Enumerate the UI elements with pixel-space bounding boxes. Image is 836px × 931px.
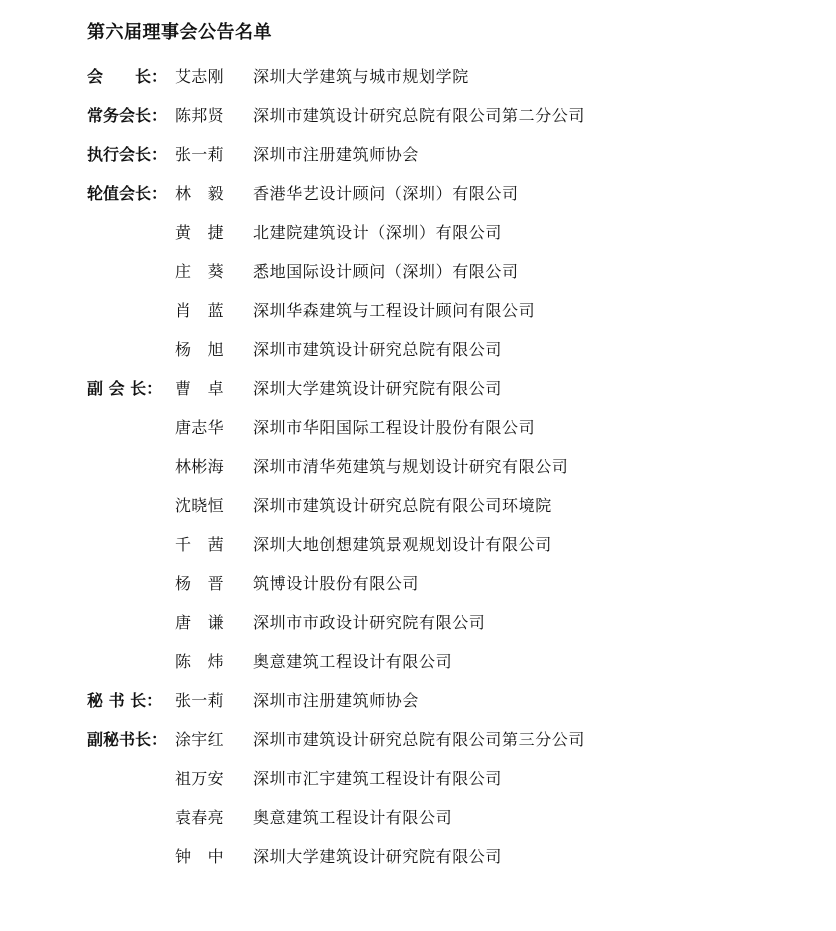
member-name: 袁春亮 (175, 808, 224, 827)
member-organization: 深圳大学建筑与城市规划学院 (253, 67, 469, 86)
member-organization: 香港华艺设计顾问（深圳）有限公司 (253, 184, 519, 203)
member-organization: 深圳市建筑设计研究总院有限公司第三分公司 (253, 730, 586, 749)
member-row (87, 376, 807, 415)
document-title: 第六届理事会公告名单 (87, 22, 272, 43)
member-organization: 深圳市市政设计研究院有限公司 (253, 613, 486, 632)
member-name: 黄 捷 (175, 223, 224, 242)
member-organization: 深圳市建筑设计研究总院有限公司环境院 (253, 496, 552, 515)
member-name: 张一莉 (175, 691, 224, 710)
member-name: 曹 卓 (175, 379, 224, 398)
member-name: 陈邦贤 (175, 106, 224, 125)
member-row (87, 649, 807, 688)
member-name: 涂宇红 (175, 730, 224, 749)
member-list (87, 64, 807, 883)
member-name: 陈 炜 (175, 652, 224, 671)
role-label: 常务会长： (87, 106, 168, 125)
member-organization: 深圳市建筑设计研究总院有限公司第二分公司 (253, 106, 586, 125)
member-row (87, 727, 807, 766)
role-label: 副 会 长： (87, 379, 163, 398)
member-row (87, 688, 807, 727)
member-organization: 深圳大学建筑设计研究院有限公司 (253, 847, 503, 866)
member-organization: 悉地国际设计顾问（深圳）有限公司 (253, 262, 519, 281)
member-name: 千 茜 (175, 535, 224, 554)
member-row (87, 220, 807, 259)
member-organization: 深圳市建筑设计研究总院有限公司 (253, 340, 503, 359)
member-organization: 深圳市清华苑建筑与规划设计研究有限公司 (253, 457, 569, 476)
member-row (87, 805, 807, 844)
member-organization: 深圳市注册建筑师协会 (253, 691, 420, 710)
member-row (87, 64, 807, 103)
member-name: 沈晓恒 (175, 496, 224, 515)
member-row (87, 766, 807, 805)
member-organization: 深圳大地创想建筑景观规划设计有限公司 (253, 535, 552, 554)
role-label: 会 长： (87, 67, 168, 86)
member-organization: 奥意建筑工程设计有限公司 (253, 652, 453, 671)
member-row (87, 532, 807, 571)
member-row (87, 415, 807, 454)
role-label: 秘 书 长： (87, 691, 163, 710)
member-organization: 北建院建筑设计（深圳）有限公司 (253, 223, 503, 242)
role-label: 副秘书长： (87, 730, 168, 749)
member-row (87, 142, 807, 181)
member-organization: 深圳市注册建筑师协会 (253, 145, 420, 164)
member-row (87, 493, 807, 532)
member-name: 林 毅 (175, 184, 224, 203)
member-name: 唐 谦 (175, 613, 224, 632)
member-name: 肖 蓝 (175, 301, 224, 320)
member-organization: 筑博设计股份有限公司 (253, 574, 420, 593)
member-organization: 深圳市华阳国际工程设计股份有限公司 (253, 418, 536, 437)
member-row (87, 337, 807, 376)
member-row (87, 103, 807, 142)
member-row (87, 259, 807, 298)
member-organization: 奥意建筑工程设计有限公司 (253, 808, 453, 827)
member-name: 张一莉 (175, 145, 224, 164)
member-name: 祖万安 (175, 769, 224, 788)
member-row (87, 181, 807, 220)
member-name: 艾志刚 (175, 67, 224, 86)
member-name: 杨 晋 (175, 574, 224, 593)
member-row (87, 844, 807, 883)
member-name: 杨 旭 (175, 340, 224, 359)
member-organization: 深圳大学建筑设计研究院有限公司 (253, 379, 503, 398)
role-label: 执行会长： (87, 145, 168, 164)
member-organization: 深圳华森建筑与工程设计顾问有限公司 (253, 301, 536, 320)
role-label: 轮值会长： (87, 184, 168, 203)
member-name: 钟 中 (175, 847, 224, 866)
member-name: 庄 葵 (175, 262, 224, 281)
member-row (87, 454, 807, 493)
member-name: 林彬海 (175, 457, 224, 476)
member-row (87, 610, 807, 649)
member-row (87, 298, 807, 337)
member-name: 唐志华 (175, 418, 224, 437)
member-organization: 深圳市汇宇建筑工程设计有限公司 (253, 769, 503, 788)
member-row (87, 571, 807, 610)
